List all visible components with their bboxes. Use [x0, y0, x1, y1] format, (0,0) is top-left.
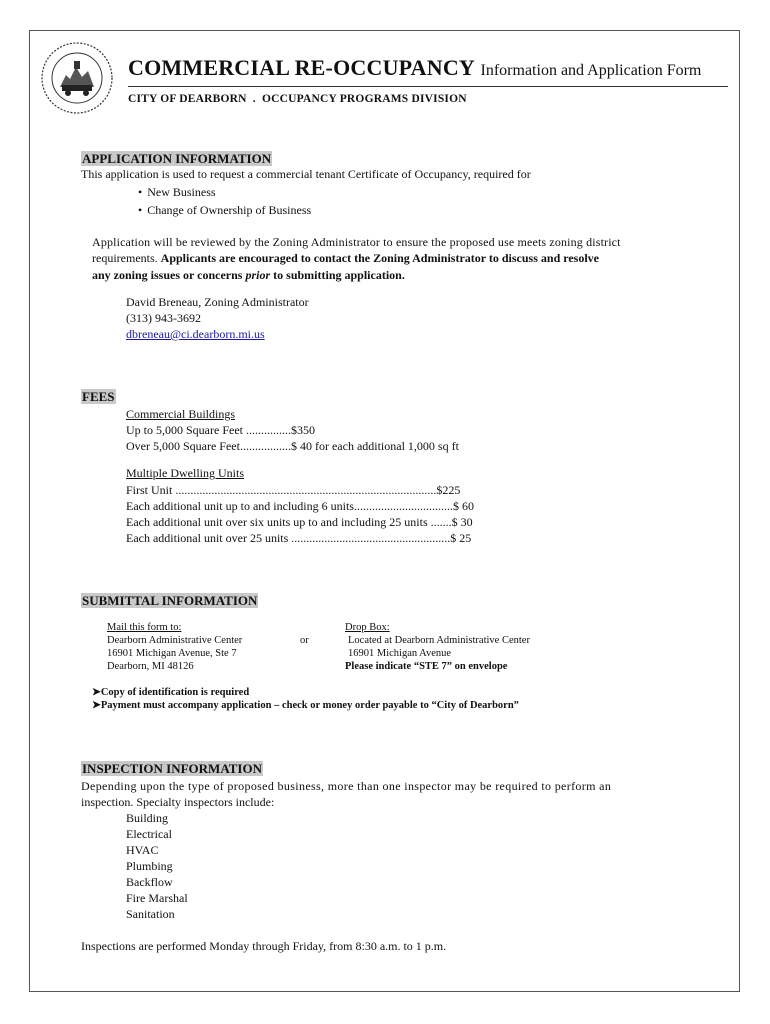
bullet-change-ownership: • Change of Ownership of Business — [138, 202, 311, 218]
form-page — [29, 30, 740, 992]
review-line-2-plain: requirements. — [92, 251, 158, 265]
inspection-intro-2: inspection. Specialty inspectors include: — [81, 795, 275, 809]
title-rest: Information and Application Form — [480, 62, 702, 79]
bullet-new-business: • New Business — [138, 184, 216, 200]
drop-line: Located at Dearborn Administrative Center — [348, 635, 530, 646]
inspector-item: HVAC — [126, 843, 159, 857]
review-line-1: Application will be reviewed by the Zoning Administrator to ensure the proposed use meets zoning district — [92, 235, 621, 249]
note-text: Copy of identification is required — [100, 687, 250, 698]
fees-heading: FEES — [82, 389, 115, 404]
mail-line: 16901 Michigan Avenue, Ste 7 — [107, 648, 237, 659]
mail-line: Dearborn, MI 48126 — [107, 661, 194, 672]
application-heading: APPLICATION INFORMATION — [82, 151, 272, 166]
drop-box-title: Drop Box: — [345, 622, 390, 633]
note-text: Payment must accompany application – check or money order payable to “City of Dearborn” — [100, 700, 519, 711]
contact-email-link[interactable]: dbreneau@ci.dearborn.mi.us — [126, 327, 265, 341]
mail-title: Mail this form to: — [107, 622, 182, 633]
review-line-3-a: any zoning issues or concerns — [92, 268, 243, 282]
inspector-item: Backflow — [126, 875, 173, 889]
inspector-item: Sanitation — [126, 907, 175, 921]
inspector-item: Fire Marshal — [126, 891, 188, 905]
inspector-item: Building — [126, 811, 169, 825]
review-line-3-italic: prior — [245, 268, 271, 282]
arrow-bullet-icon: ➤ — [92, 687, 101, 698]
application-intro: This application is used to request a commercial tenant Certificate of Occupancy, required for — [81, 167, 531, 181]
review-line-3-b: to submitting application. — [273, 268, 405, 282]
fee-line: Up to 5,000 Square Feet ...............$350 — [126, 423, 315, 437]
submittal-note — [92, 699, 519, 712]
arrow-bullet-icon: ➤ — [92, 700, 101, 711]
city-seal-logo — [40, 41, 114, 115]
division-subtitle: CITY OF DEARBORN . OCCUPANCY PROGRAMS DIVISION — [128, 93, 467, 105]
submittal-heading: SUBMITTAL INFORMATION — [82, 593, 258, 608]
multiple-dwelling-title: Multiple Dwelling Units — [126, 466, 244, 480]
submittal-note — [92, 686, 249, 699]
fee-line: Each additional unit up to and including 6 units.................................$ 60 — [126, 499, 474, 513]
commercial-buildings-title: Commercial Buildings — [126, 407, 235, 421]
header — [128, 55, 728, 105]
contact-phone: (313) 943-3692 — [126, 311, 201, 325]
inspection-hours: Inspections are performed Monday through Friday, from 8:30 a.m. to 1 p.m. — [81, 939, 447, 953]
fee-line: Over 5,000 Square Feet.................$ 40 for each additional 1,000 sq ft — [126, 439, 459, 453]
fee-line: Each additional unit over 25 units .....................................................$ 25 — [126, 531, 472, 545]
form-title — [128, 55, 728, 84]
inspector-item: Electrical — [126, 827, 172, 841]
or-label: or — [300, 635, 309, 646]
drop-note: Please indicate “STE 7” on envelope — [345, 661, 508, 672]
inspector-item: Plumbing — [126, 859, 173, 873]
review-line-2 — [92, 250, 599, 266]
review-line-2-bold: Applicants are encouraged to contact the Zoning Administrator to discuss and resolve — [160, 251, 600, 265]
drop-line: 16901 Michigan Avenue — [348, 648, 452, 659]
inspection-heading: INSPECTION INFORMATION — [82, 761, 262, 776]
inspection-intro-1: Depending upon the type of proposed business, more than one inspector may be required to perform an — [81, 779, 612, 793]
title-divider — [128, 86, 728, 87]
review-line-3 — [92, 267, 405, 283]
contact-name: David Breneau, Zoning Administrator — [126, 295, 309, 309]
title-main: COMMERCIAL RE-OCCUPANCY — [128, 55, 476, 80]
fee-line: Each additional unit over six units up to and including 25 units .......$ 30 — [126, 515, 473, 529]
mail-line: Dearborn Administrative Center — [107, 635, 243, 646]
fee-line: First Unit .......................................................................................$225 — [126, 483, 461, 497]
